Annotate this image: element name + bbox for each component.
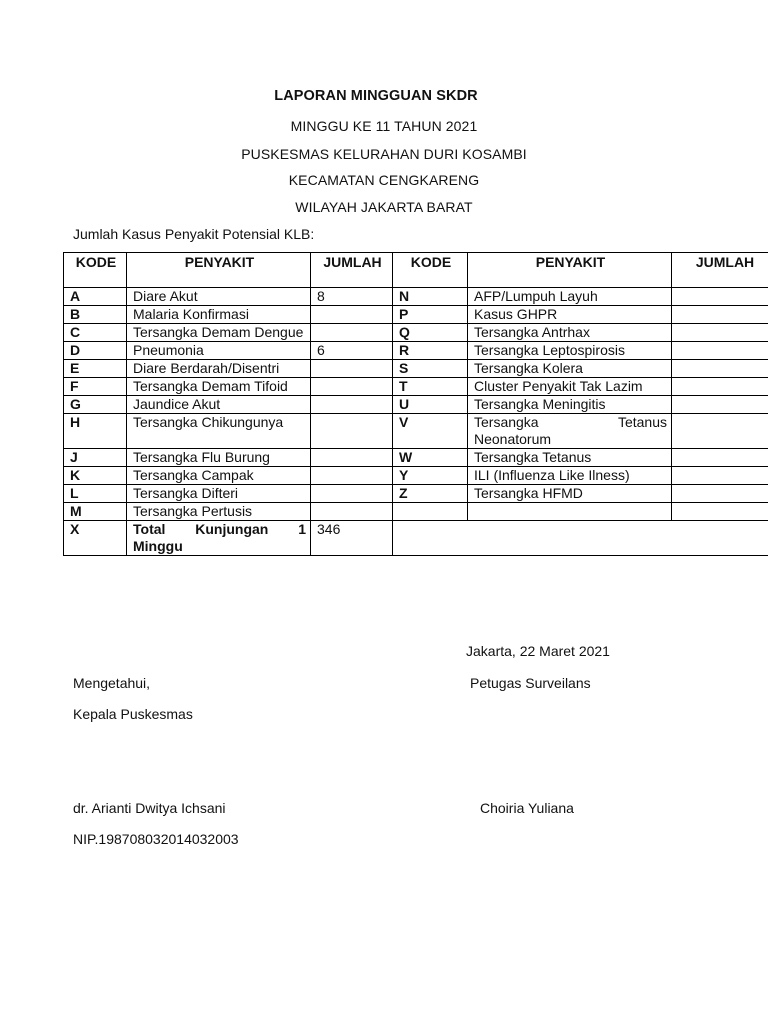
disease-cell: Tersangka Meningitis: [468, 396, 672, 414]
kecamatan-line: KECAMATAN CENGKARENG: [288, 172, 480, 188]
count-cell: [672, 396, 768, 414]
header-penyakit: PENYAKIT: [468, 253, 672, 288]
table-row: [64, 449, 768, 467]
total-label-cell: Total Kunjungan 1 Minggu: [127, 521, 311, 556]
intro-text: Jumlah Kasus Penyakit Potensial KLB:: [73, 226, 315, 242]
kepala-name: dr. Arianti Dwitya Ichsani: [73, 800, 226, 816]
count-cell: [672, 467, 768, 485]
count-cell: [311, 306, 393, 324]
kode-cell: Z: [393, 485, 468, 503]
kode-cell: G: [64, 396, 127, 414]
total-kode-cell: X: [64, 521, 127, 556]
disease-cell: Diare Akut: [127, 288, 311, 306]
count-cell: [672, 306, 768, 324]
disease-cell: Pneumonia: [127, 342, 311, 360]
kode-cell: U: [393, 396, 468, 414]
disease-cell: AFP/Lumpuh Layuh: [468, 288, 672, 306]
count-cell: [672, 288, 768, 306]
count-cell: [672, 342, 768, 360]
count-cell: [311, 449, 393, 467]
disease-cell: Malaria Konfirmasi: [127, 306, 311, 324]
kode-cell: R: [393, 342, 468, 360]
count-cell: [672, 378, 768, 396]
table-row: [64, 360, 768, 378]
count-cell: [311, 378, 393, 396]
kode-cell: A: [64, 288, 127, 306]
disease-cell: Tersangka Kolera: [468, 360, 672, 378]
disease-cell: Tersangka Tetanus Neonatorum: [468, 414, 672, 449]
kode-cell: E: [64, 360, 127, 378]
kode-cell: N: [393, 288, 468, 306]
count-cell: [311, 467, 393, 485]
count-cell: [672, 485, 768, 503]
header-kode: KODE: [64, 253, 127, 288]
total-row: [64, 521, 768, 556]
header-penyakit: PENYAKIT: [127, 253, 311, 288]
disease-cell: Tersangka Difteri: [127, 485, 311, 503]
disease-cell: Tersangka Flu Burung: [127, 449, 311, 467]
week-year-line: MINGGU KE 11 TAHUN 2021: [290, 118, 478, 134]
disease-cell: [468, 503, 672, 521]
wilayah-line: WILAYAH JAKARTA BARAT: [295, 199, 473, 215]
disease-cell: ILI (Influenza Like Ilness): [468, 467, 672, 485]
kode-cell: V: [393, 414, 468, 449]
count-cell: [311, 414, 393, 449]
count-cell: [311, 485, 393, 503]
kode-cell: Y: [393, 467, 468, 485]
kode-cell: D: [64, 342, 127, 360]
kode-cell: [393, 503, 468, 521]
kode-cell: J: [64, 449, 127, 467]
table-header-row: [64, 253, 768, 288]
kode-cell: B: [64, 306, 127, 324]
kode-cell: W: [393, 449, 468, 467]
table-row: [64, 342, 768, 360]
petugas-name: Choiria Yuliana: [480, 800, 574, 816]
disease-cell: Tersangka HFMD: [468, 485, 672, 503]
mengetahui-label: Mengetahui,: [73, 675, 151, 691]
table-row: [64, 467, 768, 485]
disease-cell: Tersangka Leptospirosis: [468, 342, 672, 360]
disease-cell: Tersangka Demam Dengue: [127, 324, 311, 342]
table-row: [64, 324, 768, 342]
table-row: [64, 396, 768, 414]
kode-cell: K: [64, 467, 127, 485]
kode-cell: Q: [393, 324, 468, 342]
count-cell: [311, 503, 393, 521]
count-cell: 8: [311, 288, 393, 306]
disease-table: [63, 252, 768, 556]
table-row: [64, 306, 768, 324]
disease-cell: Tersangka Tetanus: [468, 449, 672, 467]
petugas-label: Petugas Surveilans: [470, 675, 591, 691]
count-cell: [311, 324, 393, 342]
kepala-nip: NIP.198708032014032003: [73, 831, 239, 847]
kode-cell: P: [393, 306, 468, 324]
count-cell: [672, 414, 768, 449]
count-cell: [311, 360, 393, 378]
disease-cell: Tersangka Campak: [127, 467, 311, 485]
kode-cell: T: [393, 378, 468, 396]
empty-cell: [393, 521, 768, 556]
header-jumlah: JUMLAH: [311, 253, 393, 288]
disease-cell: Cluster Penyakit Tak Lazim: [468, 378, 672, 396]
kepala-label: Kepala Puskesmas: [73, 706, 193, 722]
disease-cell: Tersangka Chikungunya: [127, 414, 311, 449]
report-date: Jakarta, 22 Maret 2021: [466, 643, 610, 659]
disease-cell: Diare Berdarah/Disentri: [127, 360, 311, 378]
header-kode: KODE: [393, 253, 468, 288]
disease-cell: Tersangka Demam Tifoid: [127, 378, 311, 396]
table-row: [64, 485, 768, 503]
count-cell: 6: [311, 342, 393, 360]
header-jumlah: JUMLAH: [672, 253, 768, 288]
kode-cell: S: [393, 360, 468, 378]
puskesmas-line: PUSKESMAS KELURAHAN DURI KOSAMBI: [241, 146, 527, 162]
kode-cell: L: [64, 485, 127, 503]
disease-cell: Jaundice Akut: [127, 396, 311, 414]
kode-cell: M: [64, 503, 127, 521]
report-title: LAPORAN MINGGUAN SKDR: [274, 88, 478, 104]
table-row: [64, 378, 768, 396]
disease-cell: Tersangka Pertusis: [127, 503, 311, 521]
disease-cell: Tersangka Antrhax: [468, 324, 672, 342]
kode-cell: F: [64, 378, 127, 396]
disease-cell: Kasus GHPR: [468, 306, 672, 324]
count-cell: [311, 396, 393, 414]
total-value-cell: 346: [311, 521, 393, 556]
kode-cell: C: [64, 324, 127, 342]
count-cell: [672, 360, 768, 378]
table-row: [64, 503, 768, 521]
count-cell: [672, 503, 768, 521]
count-cell: [672, 324, 768, 342]
kode-cell: H: [64, 414, 127, 449]
table-row: [64, 288, 768, 306]
table-row: [64, 414, 768, 449]
count-cell: [672, 449, 768, 467]
